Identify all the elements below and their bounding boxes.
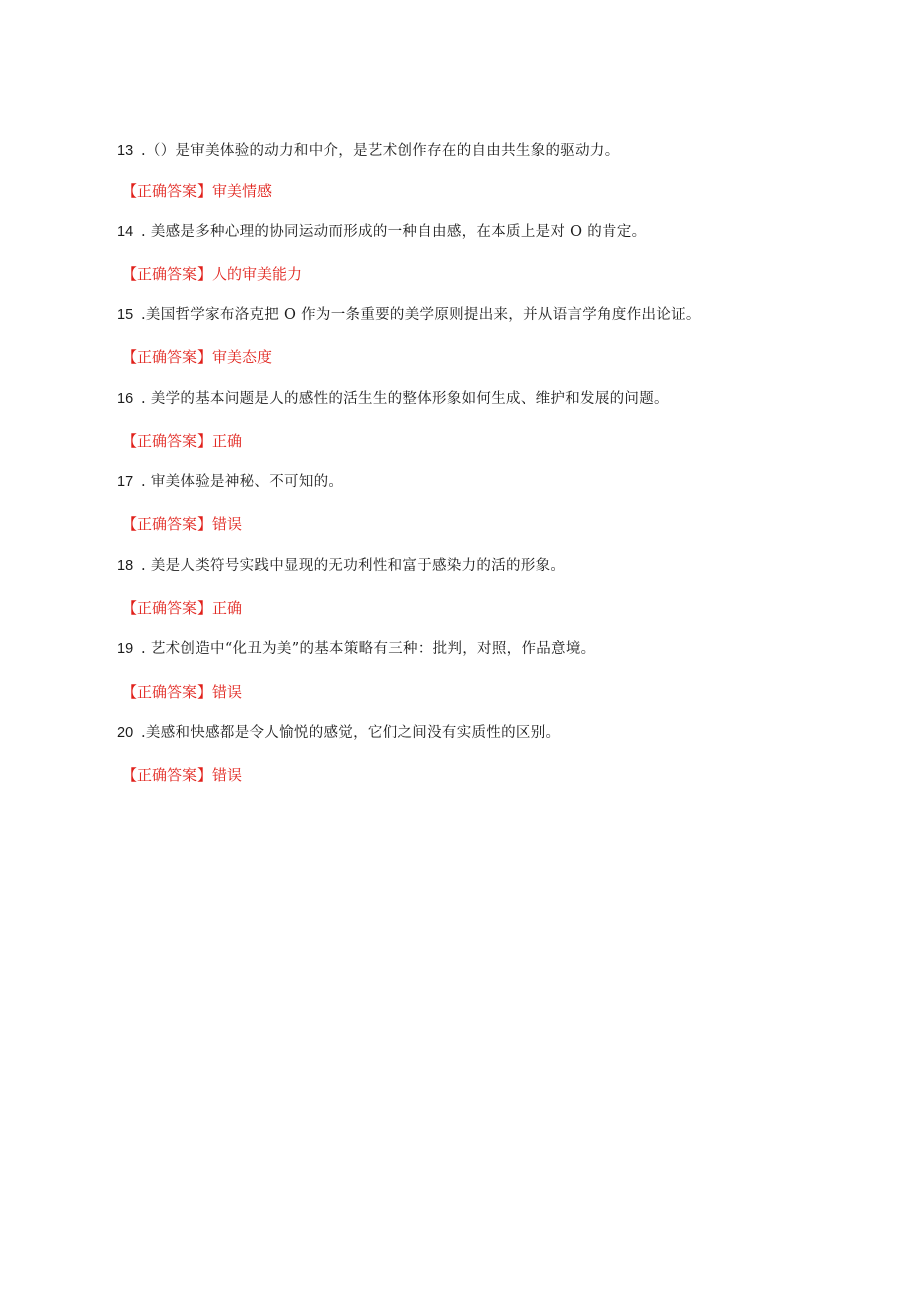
answer-17 <box>122 514 242 534</box>
answer-16 <box>122 431 242 451</box>
question-number: 17 <box>117 474 134 490</box>
question-number: 13 <box>117 143 134 159</box>
answer-prefix: 【正确答案】 <box>122 766 213 784</box>
answer-19 <box>122 682 242 702</box>
question-text: . 美学的基本问题是人的感性的活生生的整体形象如何生成、维护和发展的问题。 <box>141 391 669 407</box>
question-13 <box>117 141 620 161</box>
answer-value: 正确 <box>212 432 243 450</box>
answer-prefix: 【正确答案】 <box>122 599 213 617</box>
answer-14 <box>122 264 302 284</box>
answer-20 <box>122 765 242 785</box>
answer-value: 错误 <box>212 683 243 701</box>
question-number: 14 <box>117 224 134 240</box>
question-text: .（）是审美体验的动力和中介，是艺术创作存在的自由共生象的驱动力。 <box>141 143 620 159</box>
answer-18 <box>122 598 242 618</box>
answer-13 <box>122 181 272 201</box>
answer-value: 错误 <box>212 515 243 533</box>
question-number: 20 <box>117 725 134 741</box>
answer-prefix: 【正确答案】 <box>122 182 213 200</box>
question-17 <box>117 472 343 492</box>
answer-value: 人的审美能力 <box>212 265 303 283</box>
question-text: . 艺术创造中“化丑为美”的基本策略有三种：批判，对照，作品意境。 <box>141 641 596 657</box>
question-14 <box>117 222 646 242</box>
question-15 <box>117 305 701 325</box>
question-number: 15 <box>117 307 134 323</box>
question-number: 19 <box>117 641 134 657</box>
answer-prefix: 【正确答案】 <box>122 265 213 283</box>
answer-prefix: 【正确答案】 <box>122 348 213 366</box>
answer-prefix: 【正确答案】 <box>122 683 213 701</box>
question-text: . 审美体验是神秘、不可知的。 <box>141 474 344 490</box>
answer-prefix: 【正确答案】 <box>122 432 213 450</box>
question-16 <box>117 389 669 409</box>
question-text: . 美感是多种心理的协同运动而形成的一种自由感，在本质上是对 O 的肯定。 <box>141 224 647 240</box>
answer-value: 审美态度 <box>212 348 273 366</box>
question-18 <box>117 556 565 576</box>
answer-value: 正确 <box>212 599 243 617</box>
answer-prefix: 【正确答案】 <box>122 515 213 533</box>
answer-value: 错误 <box>212 766 243 784</box>
question-number: 18 <box>117 558 134 574</box>
question-number: 16 <box>117 391 134 407</box>
question-19 <box>117 639 595 659</box>
question-text: .美国哲学家布洛克把 O 作为一条重要的美学原则提出来，并从语言学角度作出论证。 <box>141 307 701 323</box>
answer-15 <box>122 347 272 367</box>
question-text: . 美是人类符号实践中显现的无功利性和富于感染力的活的形象。 <box>141 558 566 574</box>
question-text: .美感和快感都是令人愉悦的感觉，它们之间没有实质性的区别。 <box>141 725 561 741</box>
answer-value: 审美情感 <box>212 182 273 200</box>
question-20 <box>117 723 560 743</box>
